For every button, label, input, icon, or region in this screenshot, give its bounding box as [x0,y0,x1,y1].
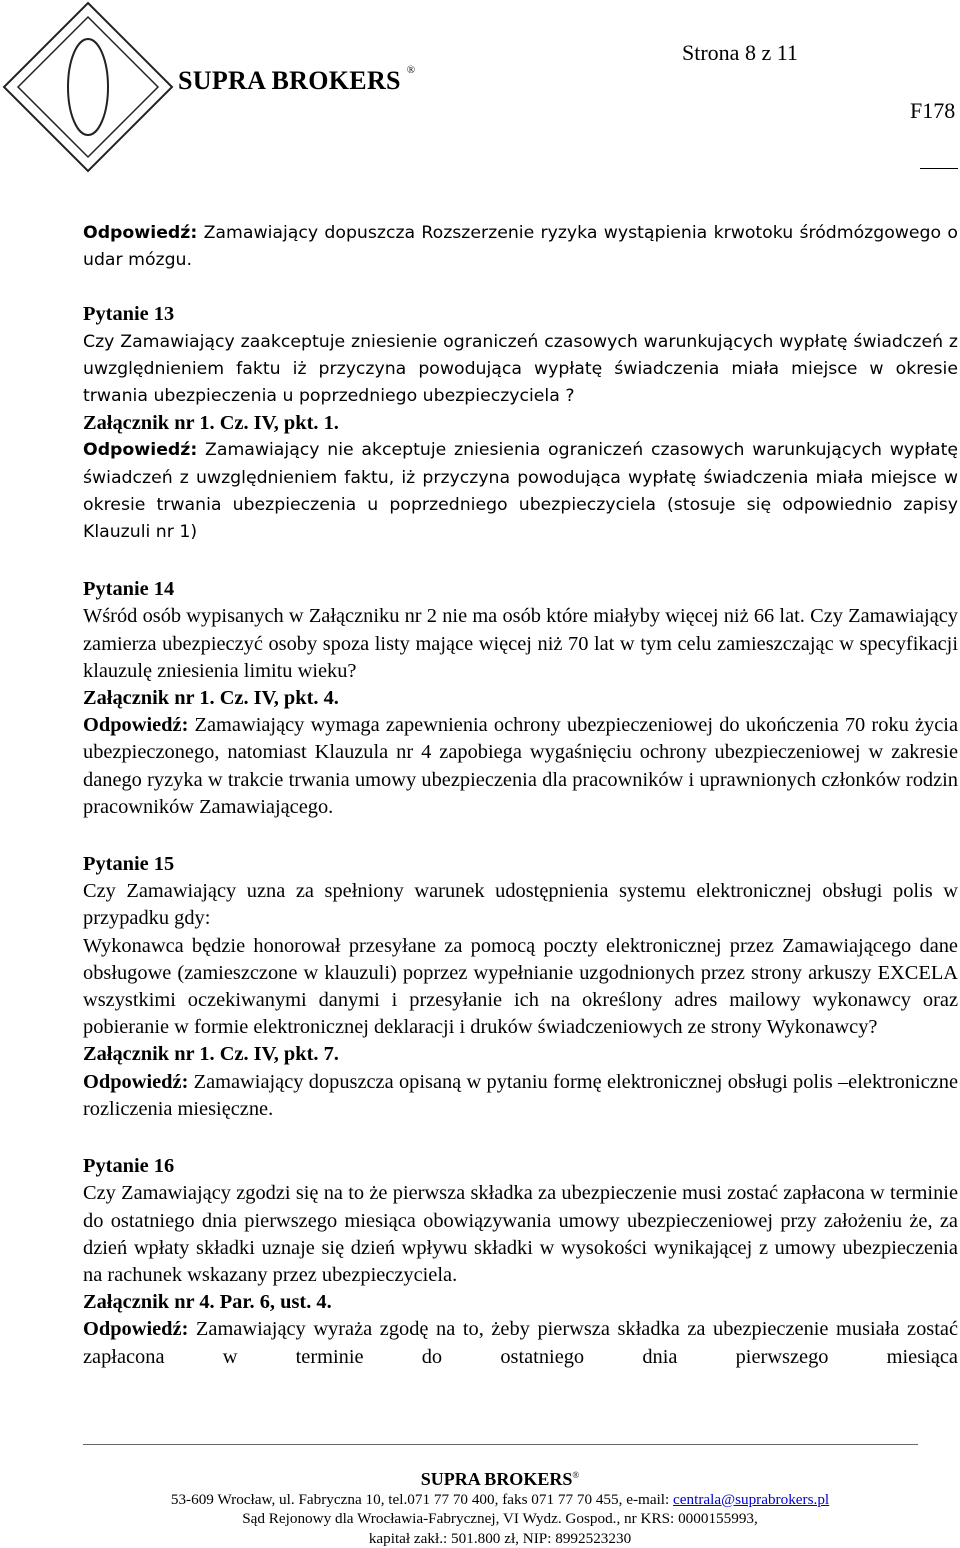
question-text: Czy Zamawiający uzna za spełniony warunek udostępnienia systemu elektronicznej obsługi polis w przypadku gdy: [83,880,958,930]
question-text: Czy Zamawiający zaakceptuje zniesienie ograniczeń czasowych warunkujących wypłatę świadczeń z uwzględnieniem faktu iż przyczyna powodująca wypłatę świadczenia miała miejsce w okresie trwania ubezpieczenia u poprzedniego ubezpieczyciela ? [83,331,958,407]
footer-court-registration: Sąd Rejonowy dla Wrocławia-Fabrycznej, VI Wydz. Gospod., nr KRS: 0000155993, [242,1510,758,1527]
attachment-reference: Załącznik nr 1. Cz. IV, pkt. 7. [83,1043,339,1066]
header-rule [920,168,958,169]
form-code: F178 [910,98,956,123]
footer-rule [83,1444,918,1445]
question-heading: Pytanie 15 [83,853,175,876]
footer-brand: SUPRA BROKERS® [420,1469,580,1489]
answer-paragraph: Odpowiedź: Zamawiający dopuszcza Rozszerzenie ryzyka wystąpienia krwotoku śródmózgowego o udar mózgu. [83,223,958,271]
document-body [83,220,958,1371]
question-heading: Pytanie 16 [83,1155,175,1178]
answer-paragraph: Odpowiedź: Zamawiający wymaga zapewnienia ochrony ubezpieczeniowej do ukończenia 70 roku życia ubezpieczonego, natomiast Klauzula nr 4 zapobiega wygaśnięciu ochrony ubezpieczeniowej w zakresie danego ryzyka w trakcie trwania umowy ubezpieczenia dla pracowników i uprawnionych członków rodzin pracowników Zamawiającego. [83,714,958,818]
page-footer [0,1466,960,1548]
footer-capital: kapitał zakł.: 501.800 zł, NIP: 8992523230 [368,1529,632,1547]
attachment-reference: Załącznik nr 4. Par. 6, ust. 4. [83,1291,332,1314]
registered-mark: ® [406,64,416,76]
answer-paragraph: Odpowiedź: Zamawiający wyraża zgodę na to, żeby pierwsza składka za ubezpieczenie musiała zostać zapłacona w terminie do ostatniego dnia pierwszego miesiąca [83,1318,958,1368]
question-heading: Pytanie 13 [83,303,175,326]
question-text: Czy Zamawiający zgodzi się na to że pierwsza składka za ubezpieczenie musi zostać zapłacona w terminie do ostatniego dnia pierwszego miesiąca obowiązywania umowy ubezpieczeniowej przy założeniu że, za dzień wpłaty składki uznaje się dzień wpływu składki w wysokości wynikającej z umowy ubezpieczenia na rachunek wskazany przez ubezpieczyciela. [83,1182,958,1286]
page-number: Strona 8 z 11 [682,40,798,65]
question-heading: Pytanie 14 [83,578,175,601]
answer-paragraph: Odpowiedź: Zamawiający dopuszcza opisaną w pytaniu formę elektronicznej obsługi polis –elektroniczne rozliczenia miesięczne. [83,1070,958,1120]
question-text: Wśród osób wypisanych w Załączniku nr 2 nie ma osób które miałyby więcej niż 66 lat. Czy Zamawiający zamierza ubezpieczyć osoby spoza listy mające więcej niż 70 lat w tym celu zamieszczając w specyfikacji klauzulę zniesienia limitu wieku? [83,605,958,682]
footer-email-link[interactable]: centrala@suprabrokers.pl [673,1490,830,1508]
company-logo [0,0,175,175]
footer-address: 53-609 Wrocław, ul. Fabryczna 10, tel.071 77 70 400, faks 071 77 70 455, e-mail: centrala@suprabrokers.pl [170,1490,830,1508]
question-text: Wykonawca będzie honorował przesyłane za pomocą poczty elektronicznej przez Zamawiającego dane obsługowe (zamieszczone w klauzuli) poprzez wypełnianie uzgodnionych przez strony arkuszy EXCELA wszystkimi oczekiwanymi danymi i przesyłanie ich na określony adres mailowy wykonawcy oraz pobieranie w formie elektronicznej deklaracji i druków świadczeniowych ze strony Wykonawcy? [83,934,958,1039]
attachment-reference: Załącznik nr 1. Cz. IV, pkt. 4. [83,687,339,710]
answer-paragraph: Odpowiedź: Zamawiający nie akceptuje zniesienia ograniczeń czasowych warunkujących wypłatę świadczeń z uwzględnieniem faktu, iż przyczyna powodująca wypłatę świadczenia miała miejsce w okresie trwania ubezpieczenia u poprzedniego ubezpieczyciela (stosuje się odpowiednio zapisy Klauzuli nr 1) [83,440,958,543]
attachment-reference: Załącznik nr 1. Cz. IV, pkt. 1. [83,412,339,435]
brand-name: SUPRA BROKERS ® [178,64,416,95]
